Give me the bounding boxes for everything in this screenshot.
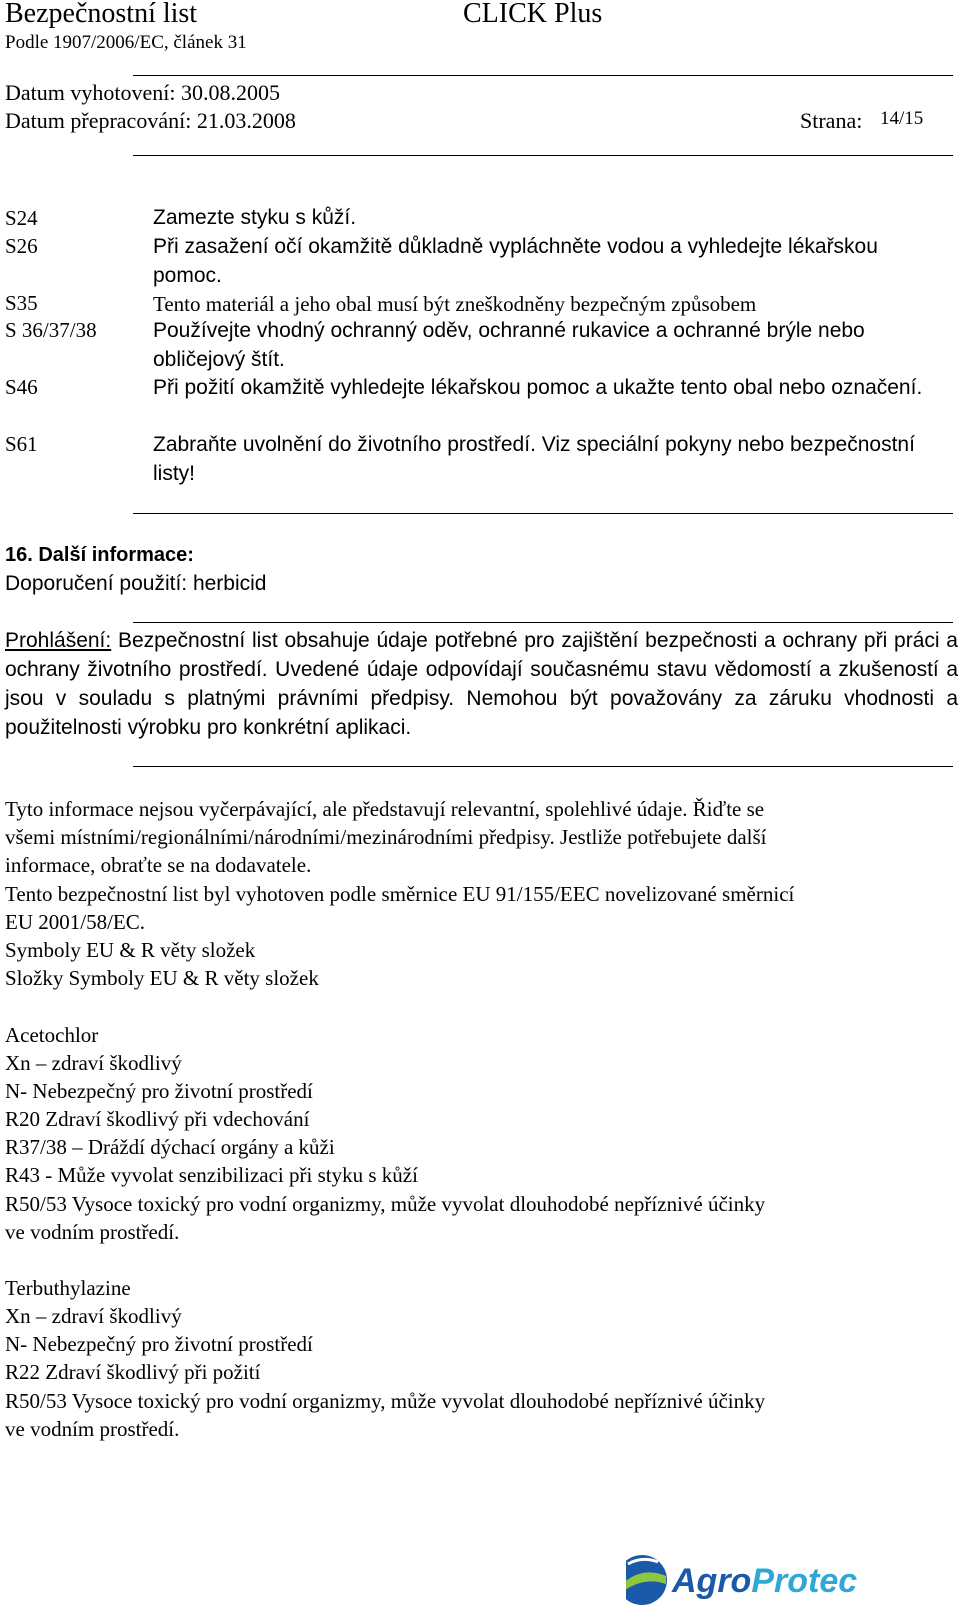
section-heading: 16. Další informace: — [5, 544, 194, 566]
component-line: R22 Zdraví škodlivý při požití — [5, 1360, 261, 1384]
section-divider — [133, 513, 953, 514]
phrase-code: S35 — [5, 291, 38, 315]
component-name: Acetochlor — [5, 1023, 99, 1047]
phrase-code: S46 — [5, 375, 38, 399]
revision-date: Datum přepracování: 21.03.2008 — [5, 108, 296, 133]
page-number: 14/15 — [880, 108, 924, 129]
phrase-code: S26 — [5, 234, 38, 258]
document-title: Bezpečnostní list — [5, 0, 198, 29]
info-line: Složky Symboly EU & R věty složek — [5, 966, 319, 990]
phrase-text: Zamezte styku s kůží. — [153, 206, 357, 229]
component-line: R50/53 Vysoce toxický pro vodní organizmy, může vyvolat dlouhodobé nepříznivé účinky — [5, 1192, 766, 1216]
component-line: R43 - Může vyvolat senzibilizaci při styku s kůží — [5, 1163, 418, 1187]
declaration-label: Prohlášení: — [5, 629, 112, 652]
declaration-divider — [133, 622, 953, 623]
logo-text — [671, 1562, 857, 1600]
component-line: ve vodním prostředí. — [5, 1220, 180, 1244]
info-line: Symboly EU & R věty složek — [5, 938, 256, 962]
phrase-code: S 36/37/38 — [5, 318, 97, 342]
declaration-paragraph — [5, 626, 958, 742]
phrase-text: Používejte vhodný ochranný oděv, ochranné rukavice a ochranné brýle nebo obličejový štít. — [153, 319, 865, 371]
creation-date: Datum vyhotovení: 30.08.2005 — [5, 80, 280, 105]
component-line: R37/38 – Dráždí dýchací orgány a kůži — [5, 1135, 335, 1159]
component-line: N- Nebezpečný pro životní prostředí — [5, 1332, 313, 1356]
info-line: všemi místními/regionálními/národními/mezinárodními předpisy. Jestliže potřebujete další — [5, 825, 767, 849]
phrase-text: Tento materiál a jeho obal musí být zneškodněny bezpečným způsobem — [153, 292, 757, 316]
component-line: Xn – zdraví škodlivý — [5, 1051, 182, 1075]
header-divider-bottom — [133, 155, 953, 156]
component-name: Terbuthylazine — [5, 1276, 131, 1300]
logo-text-protec: Protec — [751, 1562, 858, 1600]
phrase-code: S61 — [5, 432, 38, 456]
component-line: R50/53 Vysoce toxický pro vodní organizmy, může vyvolat dlouhodobé nepříznivé účinky — [5, 1389, 766, 1413]
recommended-use: Doporučení použití: herbicid — [5, 572, 267, 595]
info-line: informace, obraťte se na dodavatele. — [5, 853, 312, 877]
logo-text-agro: Agro — [672, 1562, 752, 1600]
product-name: CLICK Plus — [463, 0, 603, 29]
info-line: Tento bezpečnostní list byl vyhotoven podle směrnice EU 91/155/EEC novelizované směrnicí — [5, 882, 795, 906]
regulation-reference: Podle 1907/2006/EC, článek 31 — [5, 32, 247, 53]
header-divider-top — [133, 75, 953, 76]
declaration-text: Bezpečnostní list obsahuje údaje potřebné pro zajištění bezpečnosti a ochrany při práci a ochrany životního prostředí. Uvedené údaje odpovídají současnému stavu vědomostí a zkušeností a jsou v souladu s platnými právními předpisy. Nemohou být považovány za záruku vhodnosti a použitelnosti výrobku pro konkrétní aplikaci. — [5, 629, 958, 739]
page-label: Strana: — [800, 108, 863, 133]
component-line: N- Nebezpečný pro životní prostředí — [5, 1079, 313, 1103]
component-line: Xn – zdraví škodlivý — [5, 1304, 182, 1328]
phrase-text: Při požití okamžitě vyhledejte lékařskou pomoc a ukažte tento obal nebo označení. — [153, 376, 923, 399]
info-line: Tyto informace nejsou vyčerpávající, ale představují relevantní, spolehlivé údaje. Řiďte se — [5, 797, 765, 821]
component-line: ve vodním prostředí. — [5, 1417, 180, 1441]
info-line: EU 2001/58/EC. — [5, 910, 145, 934]
component-line: R20 Zdraví škodlivý při vdechování — [5, 1107, 310, 1131]
phrase-code: S24 — [5, 206, 38, 230]
info-divider — [133, 766, 953, 767]
phrase-text: Při zasažení očí okamžitě důkladně vypláchněte vodou a vyhledejte lékařskou pomoc. — [153, 235, 878, 287]
phrase-text: Zabraňte uvolnění do životního prostředí. Viz speciální pokyny nebo bezpečnostní listy! — [153, 433, 915, 485]
agroprotec-logo — [626, 1548, 906, 1610]
